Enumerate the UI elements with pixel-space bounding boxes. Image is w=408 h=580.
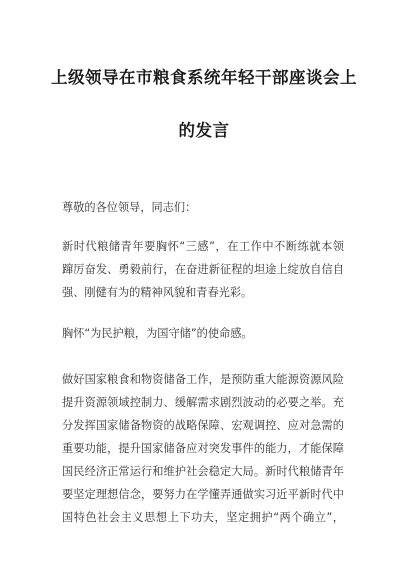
paragraph-1-line-3: 强、刚健有为的精神风貌和青春光彩。 [62, 286, 253, 299]
paragraph-3-line-4: 重要功能，提升国家储备应对突发事件的能力，才能保障 [62, 442, 344, 455]
document-title-line-1: 上级领导在市粮食系统年轻干部座谈会上 [51, 68, 357, 87]
document-title-line-2: 的发言 [178, 121, 230, 140]
paragraph-3-line-1: 做好国家粮食和物资储备工作，是预防重大能源资源风险 [62, 373, 344, 386]
paragraph-1-line-2: 蹿厉奋发、勇毅前行，在奋进新征程的坦途上绽放自信自 [62, 263, 344, 276]
paragraph-1-line-1: 新时代粮储青年要胸怀“三感”，在工作中不断练就本领 [62, 240, 344, 253]
paragraph-3-line-5: 国民经济正常运行和维护社会稳定大局。新时代粮储青年 [62, 465, 344, 478]
paragraph-3-line-2: 提升资源领域控制力、缓解需求剧烈波动的必要之举。充 [62, 396, 344, 409]
paragraph-3-line-3: 分发挥国家储备物资的战略保障、宏观调控、应对急需的 [62, 419, 344, 432]
paragraph-2-line-1: 胸怀“为民护粮，为国守储”的使命感。 [62, 327, 253, 340]
salutation: 尊敬的各位领导，同志们： [62, 201, 197, 214]
paragraph-3-line-7: 国特色社会主义思想上下功夫，坚定拥护“两个确立”， [62, 511, 344, 524]
paragraph-3-line-6: 要坚定理想信念，要努力在学懂弄通做实习近平新时代中 [62, 488, 344, 501]
